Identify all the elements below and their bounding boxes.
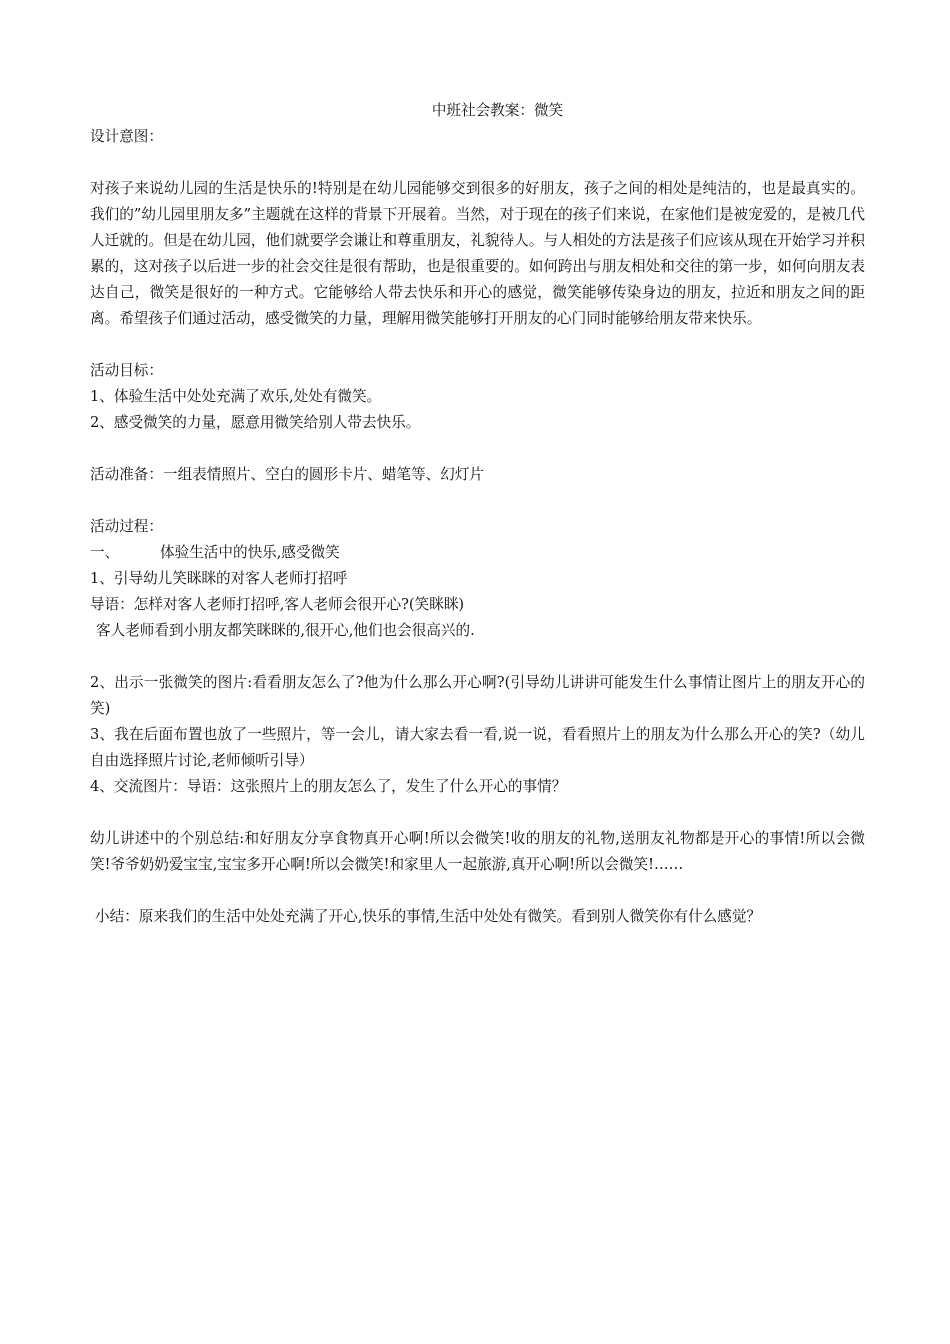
blank-line	[90, 488, 865, 514]
step-item: 3、我在后面布置也放了一些照片，等一会儿，请大家去看一看,说一说，看看照片上的朋友为什么那么开心的笑?（幼儿自由选择照片讨论,老师倾听引导）	[90, 726, 865, 769]
step-guide: 导语：怎样对客人老师打招呼,客人老师会很开心?(笑眯眯)	[90, 596, 465, 613]
step-item: 4、交流图片：导语：这张照片上的朋友怎么了，发生了什么开心的事情？	[90, 778, 567, 795]
step-item: 1、引导幼儿笑眯眯的对客人老师打招呼	[90, 570, 348, 587]
goal-item: 2、感受微笑的力量，愿意用微笑给别人带去快乐。	[90, 414, 421, 431]
blank-line	[90, 332, 865, 358]
step-item: 2、出示一张微笑的图片:看看朋友怎么了?他为什么那么开心啊?(引导幼儿讲讲可能发生什么事情让图片上的朋友开心的笑)	[90, 674, 865, 717]
section-title: 体验生活中的快乐,感受微笑	[160, 544, 340, 561]
blank-line	[90, 436, 865, 462]
section-number: 一、	[90, 544, 120, 561]
preparation-line: 活动准备：一组表情照片、空白的圆形卡片、蜡笔等、幻灯片	[90, 466, 485, 483]
goals-heading: 活动目标：	[90, 362, 163, 379]
blank-line	[90, 644, 865, 670]
children-summary: 幼儿讲述中的个别总结:和好朋友分享食物真开心啊!所以会微笑!收的朋友的礼物,送朋友礼物都是开心的事情!所以会微笑!爷爷奶奶爱宝宝,宝宝多开心啊!所以会微笑!和家里人一起旅游,真开心啊!所以会微笑!……	[90, 830, 865, 873]
blank-line	[90, 800, 865, 826]
design-paragraph: 对孩子来说幼儿园的生活是快乐的!特别是在幼儿园能够交到很多的好朋友，孩子之间的相处是纯洁的，也是最真实的。我们的”幼儿园里朋友多”主题就在这样的背景下开展着。当然，对于现在的孩子们来说，在家他们是被宠爱的，是被几代人迁就的。但是在幼儿园，他们就要学会谦让和尊重朋友，礼貌待人。与人相处的方法是孩子们应该从现在开始学习并积累的，这对孩子以后进一步的社会交往是很有帮助，也是很重要的。如何跨出与朋友相处和交往的第一步，如何向朋友表达自己，微笑是很好的一种方式。它能够给人带去快乐和开心的感觉，微笑能够传染身边的朋友，拉近和朋友之间的距离。希望孩子们通过活动，感受微笑的力量，理解用微笑能够打开朋友的心门同时能够给朋友带来快乐。	[90, 180, 865, 327]
document-title: 中班社会教案：微笑	[431, 102, 564, 119]
document-page	[90, 98, 865, 930]
section-heading	[90, 540, 865, 566]
process-heading: 活动过程：	[90, 518, 163, 535]
goal-item: 1、体验生活中处处充满了欢乐,处处有微笑。	[90, 388, 382, 405]
step-note: 客人老师看到小朋友都笑眯眯的,很开心,他们也会很高兴的.	[96, 622, 475, 639]
blank-line	[90, 878, 865, 904]
conclusion: 小结：原来我们的生活中处处充满了开心,快乐的事情,生活中处处有微笑。看到别人微笑你有什么感觉？	[95, 908, 762, 925]
blank-line	[90, 150, 865, 176]
design-heading: 设计意图：	[90, 128, 163, 145]
